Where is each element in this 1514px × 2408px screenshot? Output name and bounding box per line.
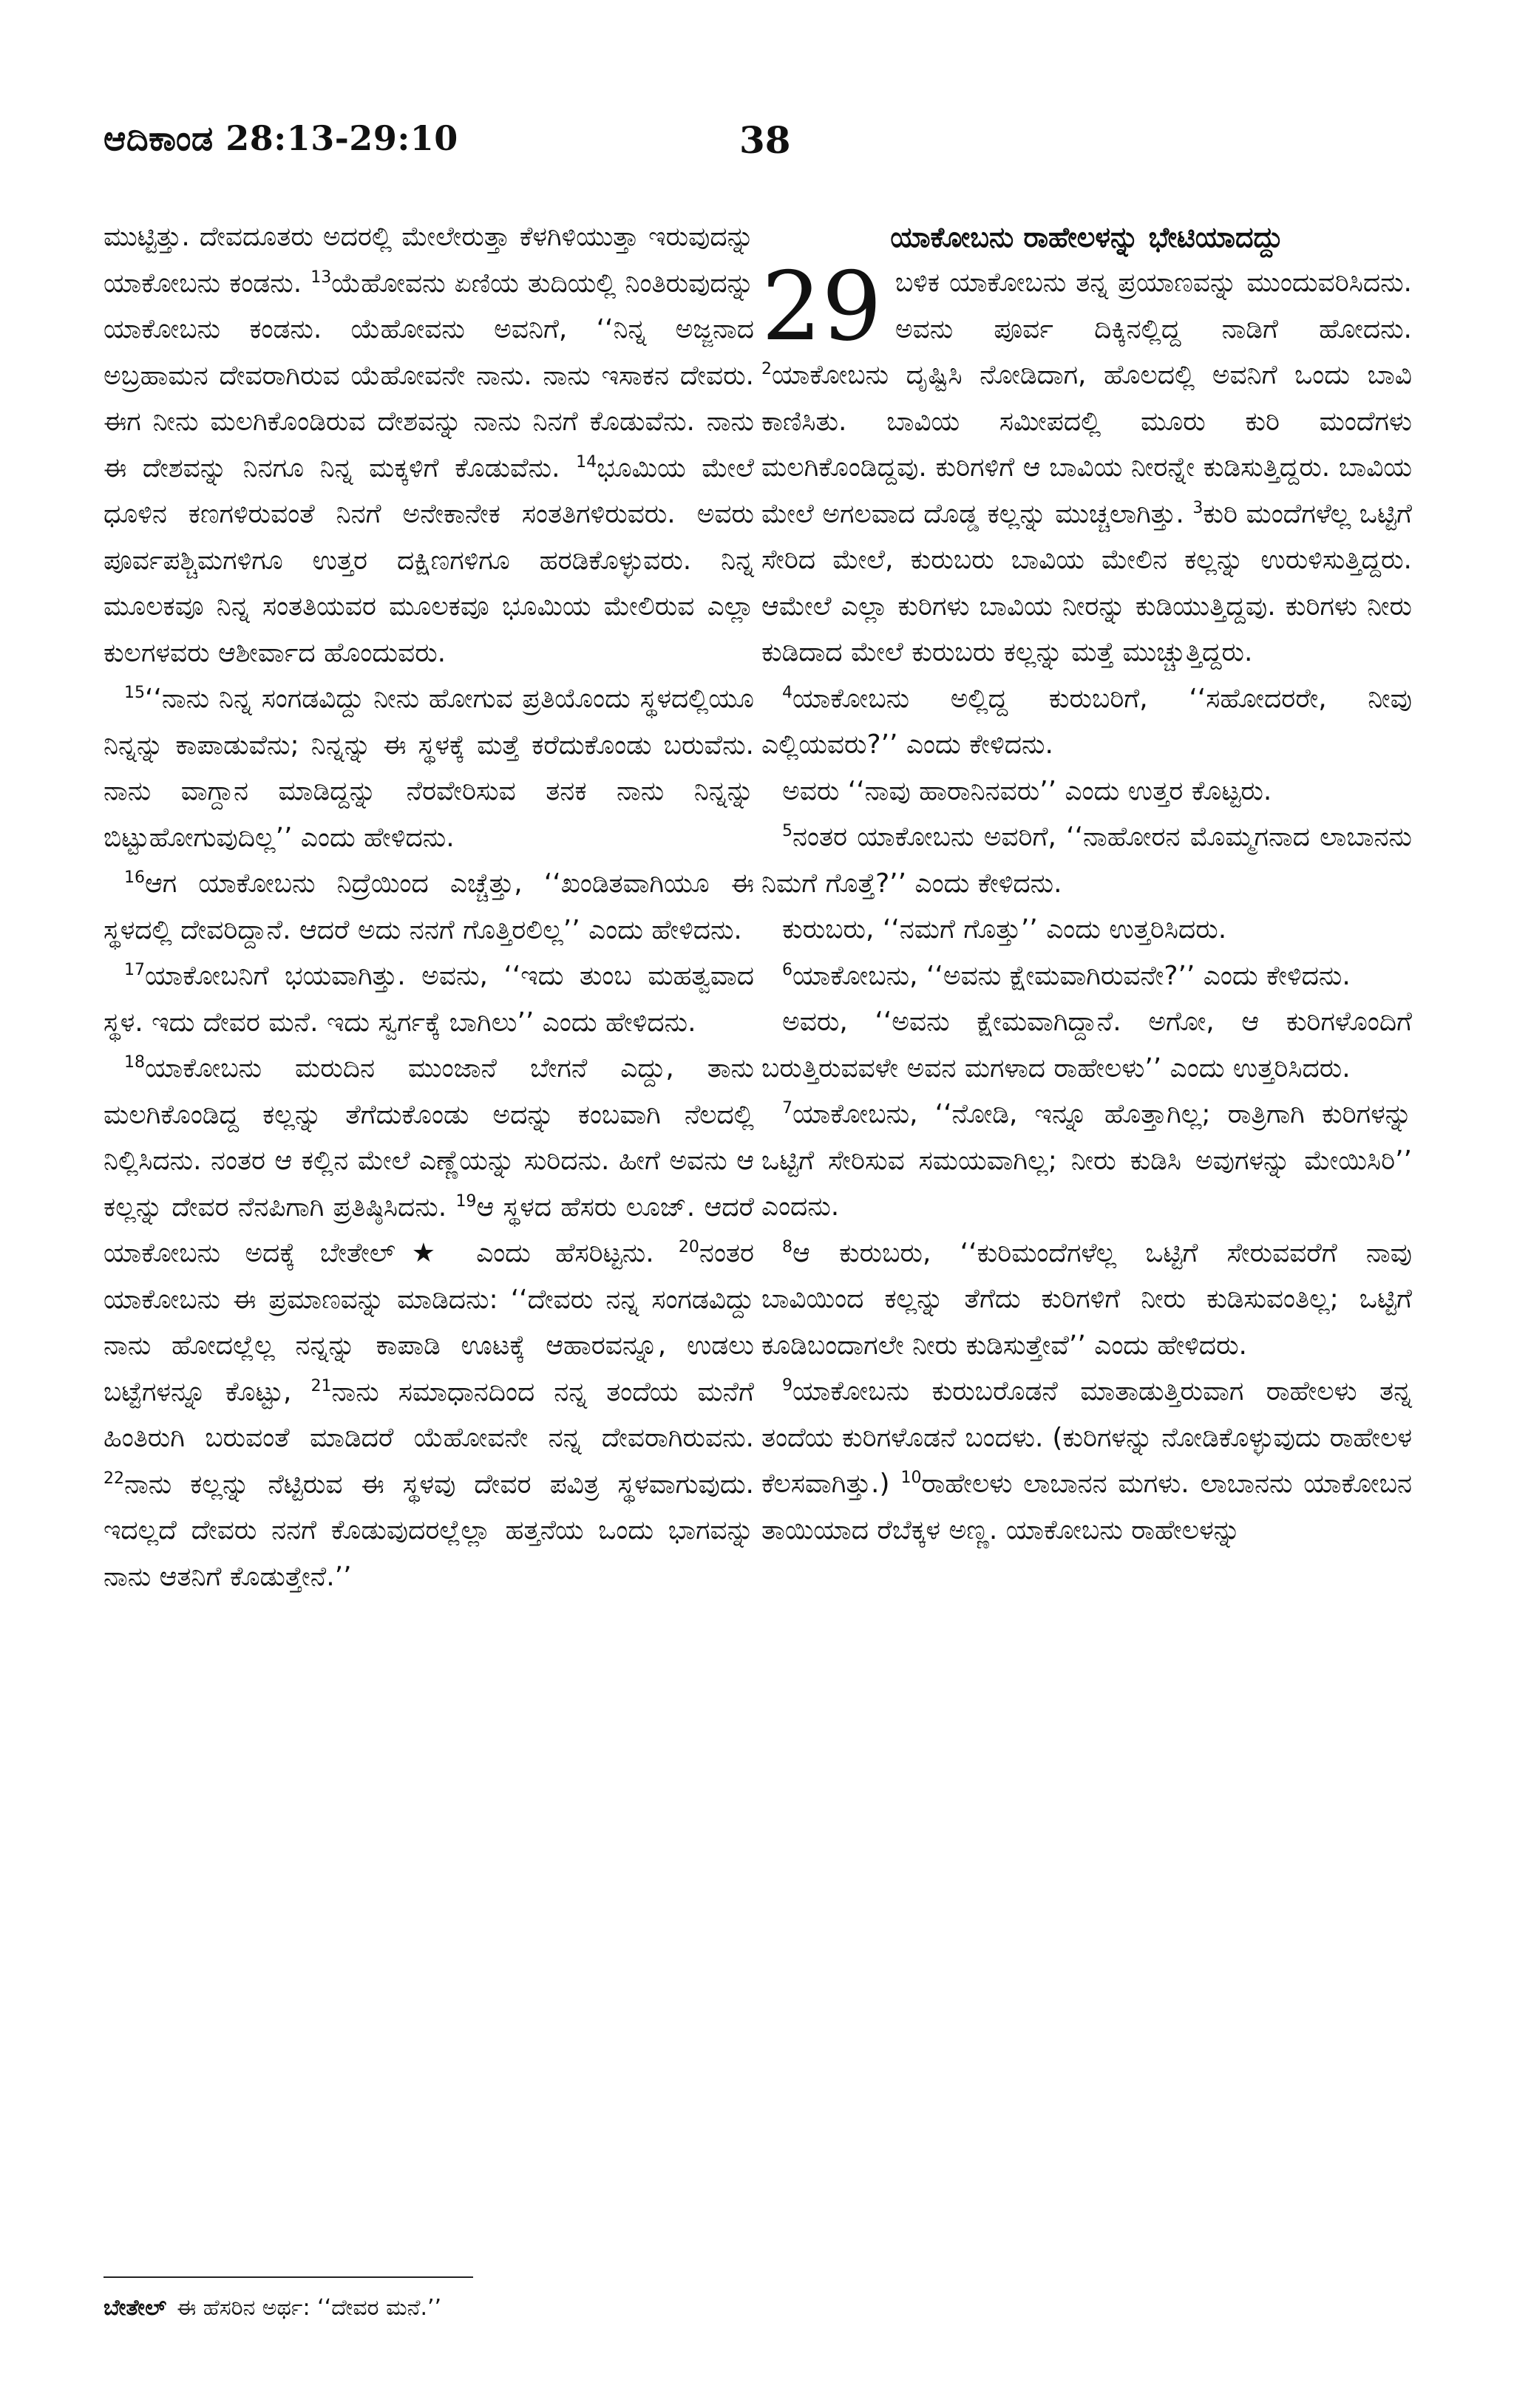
- running-head: ಆದಿಕಾಂಡ 28:13-29:10: [103, 118, 458, 158]
- verse-text: ‘‘ನಾನು ನಿನ್ನ ಸಂಗಡವಿದ್ದು ನೀನು ಹೋಗುವ ಪ್ರತಿಯೊಂದು ಸ್ಥಳದಲ್ಲಿಯೂ ನಿನ್ನನ್ನು ಕಾಪಾಡುವೆನು; ನಿನ್ನನ್ನು ಈ ಸ್ಥಳಕ್ಕೆ ಮತ್ತೆ ಕರೆದುಕೊಂಡು ಬರುವೆನು. ನಾನು ವಾಗ್ದಾನ ಮಾಡಿದ್ದನ್ನು ನೆರವೇರಿಸುವ ತನಕ ನಾನು ನಿನ್ನನ್ನು ಬಿಟ್ಟುಹೋಗುವುದಿಲ್ಲ’’ ಎಂದು ಹೇಳಿದನು.: [103, 684, 754, 853]
- verse-number: 13: [310, 268, 332, 287]
- verse-text: ಯಾಕೋಬನು, ‘‘ಅವನು ಕ್ಷೇಮವಾಗಿರುವನೇ?’’ ಎಂದು ಕೇಳಿದನು.: [792, 960, 1351, 991]
- paragraph: [761, 1092, 1412, 1231]
- verse-number: 21: [310, 1376, 332, 1395]
- verse-number: 10: [900, 1469, 922, 1487]
- verse-text: ನಂತರ ಯಾಕೋಬನು ಈ ಪ್ರಮಾಣವನ್ನು ಮಾಡಿದನು: ‘‘ದೇವರು ನನ್ನ ಸಂಗಡವಿದ್ದು ನಾನು ಹೋದಲ್ಲೆಲ್ಲ ನನ್ನನ್ನು ಕಾಪಾಡಿ ಊಟಕ್ಕೆ ಆಹಾರವನ್ನೂ, ಉಡಲು ಬಟ್ಟೆಗಳನ್ನೂ ಕೊಟ್ಟು,: [103, 1238, 755, 1407]
- paragraph: [761, 1231, 1412, 1370]
- verse-number: 18: [124, 1053, 145, 1072]
- verse-text: ಕುರುಬರು, ‘‘ನಮಗೆ ಗೊತ್ತು’’ ಎಂದು ಉತ್ತರಿಸಿದರು.: [782, 914, 1227, 945]
- footnote-marker: ★: [395, 1238, 452, 1268]
- verse-text: ನಾನು ಸಮಾಧಾನದಿಂದ ನನ್ನ ತಂದೆಯ ಮನೆಗೆ ಹಿಂತಿರುಗಿ ಬರುವಂತೆ ಮಾಡಿದರೆ ಯೆಹೋವನೇ ನನ್ನ ದೇವರಾಗಿರುವನು.: [103, 1376, 754, 1453]
- verse-text: ಯಾಕೋಬನಿಗೆ ಭಯವಾಗಿತ್ತು. ಅವನು, ‘‘ಇದು ತುಂಬ ಮಹತ್ವವಾದ ಸ್ಥಳ. ಇದು ದೇವರ ಮನೆ. ಇದು ಸ್ವರ್ಗಕ್ಕೆ ಬಾಗಿಲು’’ ಎಂದು ಹೇಳಿದನು.: [103, 961, 754, 1038]
- verse-number: 16: [124, 868, 145, 887]
- paragraph: [103, 953, 754, 1046]
- verse-text: ಎಂದು ಹೆಸರಿಟ್ಟನು.: [451, 1238, 679, 1268]
- footnote: [103, 2291, 991, 2325]
- verse-text: ಯಾಕೋಬನು ಮರುದಿನ ಮುಂಜಾನೆ ಬೇಗನೆ ಎದ್ದು, ತಾನು ಮಲಗಿಕೊಂಡಿದ್ದ ಕಲ್ಲನ್ನು ತೆಗೆದುಕೊಂಡು ಅದನ್ನು ಕಂಬವಾಗಿ ನೆಲದಲ್ಲಿ ನಿಲ್ಲಿಸಿದನು. ನಂತರ ಆ ಕಲ್ಲಿನ ಮೇಲೆ ಎಣ್ಣೆಯನ್ನು ಸುರಿದನು. ಹೀಗೆ ಅವನು ಆ ಕಲ್ಲನ್ನು ದೇವರ ನೆನಪಿಗಾಗಿ ಪ್ರತಿಷ್ಠಿಸಿದನು.: [103, 1053, 754, 1222]
- verse-text: ಯಾಕೋಬನು ಕುರುಬರೊಡನೆ ಮಾತಾಡುತ್ತಿರುವಾಗ ರಾಹೇಲಳು ತನ್ನ ತಂದೆಯ ಕುರಿಗಳೊಡನೆ ಬಂದಳು. (ಕುರಿಗಳನ್ನು ನೋಡಿಕೊಳ್ಳುವುದು ರಾಹೇಲಳ ಕೆಲಸವಾಗಿತ್ತು.): [761, 1376, 1412, 1499]
- chapter-number: 29: [761, 252, 882, 362]
- paragraph: [761, 769, 1412, 815]
- chapter-opening-paragraph: [761, 252, 1412, 676]
- verse-text: ಆ ಸ್ಥಳದ ಹೆಸರು ಲೂಜ್. ಆದರೆ ಯಾಕೋಬನು ಅದಕ್ಕೆ ಬೇತೇಲ್: [103, 1191, 754, 1268]
- footnote-text: ಈ ಹೆಸರಿನ ಅರ್ಥ: ‘‘ದೇವರ ಮನೆ.’’: [177, 2295, 442, 2321]
- paragraph: [103, 861, 754, 953]
- footnote-divider: [103, 2276, 473, 2278]
- verse-text: ಯಾಕೋಬನು, ‘‘ನೋಡಿ, ಇನ್ನೂ ಹೊತ್ತಾಗಿಲ್ಲ; ರಾತ್ರಿಗಾಗಿ ಕುರಿಗಳನ್ನು ಒಟ್ಟಿಗೆ ಸೇರಿಸುವ ಸಮಯವಾಗಿಲ್ಲ; ನೀರು ಕುಡಿಸಿ ಅವುಗಳನ್ನು ಮೇಯಿಸಿರಿ’’ ಎಂದನು.: [761, 1099, 1412, 1222]
- verse-number: 4: [782, 683, 792, 702]
- page-number: 38: [739, 118, 791, 162]
- verse-number: 2: [761, 360, 772, 378]
- footnote-term: ಬೇತೇಲ್: [103, 2295, 167, 2321]
- left-column: [103, 214, 754, 1600]
- paragraph: [761, 907, 1412, 953]
- verse-number: 8: [782, 1237, 792, 1256]
- verse-number: 14: [576, 452, 597, 472]
- verse-number: 3: [1192, 498, 1204, 517]
- paragraph: [761, 814, 1412, 907]
- verse-text: ಆಗ ಯಾಕೋಬನು ನಿದ್ರೆಯಿಂದ ಎಚ್ಚೆತ್ತು, ‘‘ಖಂಡಿತವಾಗಿಯೂ ಈ ಸ್ಥಳದಲ್ಲಿ ದೇವರಿದ್ದಾನೆ. ಆದರೆ ಅದು ನನಗೆ ಗೊತ್ತಿರಲಿಲ್ಲ’’ ಎಂದು ಹೇಳಿದನು.: [103, 868, 754, 945]
- verse-text: ನಾನು ಕಲ್ಲನ್ನು ನೆಟ್ಟಿರುವ ಈ ಸ್ಥಳವು ದೇವರ ಪವಿತ್ರ ಸ್ಥಳವಾಗುವುದು. ಇದಲ್ಲದೆ ದೇವರು ನನಗೆ ಕೊಡುವುದರಲ್ಲೆಲ್ಲಾ ಹತ್ತನೆಯ ಒಂದು ಭಾಗವನ್ನು ನಾನು ಆತನಿಗೆ ಕೊಡುತ್ತೇನೆ.’’: [103, 1469, 754, 1592]
- verse-text: ಕುರಿ ಮಂದೆಗಳೆಲ್ಲ ಒಟ್ಟಿಗೆ ಸೇರಿದ ಮೇಲೆ, ಕುರುಬರು ಬಾವಿಯ ಮೇಲಿನ ಕಲ್ಲನ್ನು ಉರುಳಿಸುತ್ತಿದ್ದರು. ಆಮೇಲೆ ಎಲ್ಲಾ ಕುರಿಗಳು ಬಾವಿಯ ನೀರನ್ನು ಕುಡಿಯುತ್ತಿದ್ದವು. ಕುರಿಗಳು ನೀರು ಕುಡಿದಾದ ಮೇಲೆ ಕುರುಬರು ಕಲ್ಲನ್ನು ಮತ್ತೆ ಮುಚ್ಚುತ್ತಿದ್ದರು.: [761, 498, 1412, 667]
- page-header: [103, 118, 1419, 177]
- verse-text: ಅವರು ‘‘ನಾವು ಹಾರಾನಿನವರು’’ ಎಂದು ಉತ್ತರ ಕೊಟ್ಟರು.: [782, 775, 1272, 806]
- verse-text: ನಂತರ ಯಾಕೋಬನು ಅವರಿಗೆ, ‘‘ನಾಹೋರನ ಮೊಮ್ಮಗನಾದ ಲಾಬಾನನು ನಿಮಗೆ ಗೊತ್ತೆ?’’ ಎಂದು ಕೇಳಿದನು.: [761, 822, 1412, 899]
- verse-text: ಯೆಹೋವನು ಏಣಿಯ ತುದಿಯಲ್ಲಿ ನಿಂತಿರುವುದನ್ನು ಯಾಕೋಬನು ಕಂಡನು. ಯೆಹೋವನು ಅವನಿಗೆ, ‘‘ನಿನ್ನ ಅಜ್ಜನಾದ ಅಬ್ರಹಾಮನ ದೇವರಾಗಿರುವ ಯೆಹೋವನೇ ನಾನು. ನಾನು ಇಸಾಕನ ದೇವರು. ಈಗ ನೀನು ಮಲಗಿಕೊಂಡಿರುವ ದೇಶವನ್ನು ನಾನು ನಿನಗೆ ಕೊಡುವೆನು. ನಾನು ಈ ದೇಶವನ್ನು ನಿನಗೂ ನಿನ್ನ ಮಕ್ಕಳಿಗೆ ಕೊಡುವೆನು.: [103, 268, 755, 483]
- verse-number: 15: [124, 684, 145, 702]
- verse-text: ರಾಹೇಲಳು ಲಾಬಾನನ ಮಗಳು. ಲಾಬಾನನು ಯಾಕೋಬನ ತಾಯಿಯಾದ ರೆಬೆಕ್ಕಳ ಅಣ್ಣ. ಯಾಕೋಬನು ರಾಹೇಲಳನ್ನು: [761, 1469, 1413, 1545]
- verse-number: 7: [782, 1099, 792, 1118]
- verse-text: ಮುಟ್ಟಿತ್ತು. ದೇವದೂತರು ಅದರಲ್ಲಿ ಮೇಲೇರುತ್ತಾ ಕೆಳಗಿಳಿಯುತ್ತಾ ಇರುವುದನ್ನು ಯಾಕೋಬನು ಕಂಡನು.: [103, 222, 754, 299]
- paragraph: [761, 953, 1412, 1000]
- verse-number: 17: [124, 961, 145, 979]
- paragraph: [103, 214, 754, 676]
- verse-text: ಭೂಮಿಯ ಮೇಲೆ ಧೂಳಿನ ಕಣಗಳಿರುವಂತೆ ನಿನಗೆ ಅನೇಕಾನೇಕ ಸಂತತಿಗಳಿರುವರು. ಅವರು ಪೂರ್ವಪಶ್ಚಿಮಗಳಿಗೂ ಉತ್ತರ ದಕ್ಷಿಣಗಳಿಗೂ ಹರಡಿಕೊಳ್ಳುವರು. ನಿನ್ನ ಮೂಲಕವೂ ನಿನ್ನ ಸಂತತಿಯವರ ಮೂಲಕವೂ ಭೂಮಿಯ ಮೇಲಿರುವ ಎಲ್ಲಾ ಕುಲಗಳವರು ಆಶೀರ್ವಾದ ಹೊಂದುವರು.: [103, 452, 755, 668]
- verse-text: ಬಳಿಕ ಯಾಕೋಬನು ತನ್ನ ಪ್ರಯಾಣವನ್ನು ಮುಂದುವರಿಸಿದನು. ಅವನು ಪೂರ್ವ ದಿಕ್ಕಿನಲ್ಲಿದ್ದ ನಾಡಿಗೆ ಹೋದನು.: [895, 268, 1412, 344]
- right-column: [761, 214, 1412, 1554]
- verse-text: ಅವರು, ‘‘ಅವನು ಕ್ಷೇಮವಾಗಿದ್ದಾನೆ. ಅಗೋ, ಆ ಕುರಿಗಳೊಂದಿಗೆ ಬರುತ್ತಿರುವವಳೇ ಅವನ ಮಗಳಾದ ರಾಹೇಲಳು’’ ಎಂದು ಉತ್ತರಿಸಿದರು.: [761, 1007, 1412, 1084]
- paragraph: [761, 676, 1412, 769]
- verse-text: ಯಾಕೋಬನು ದೃಷ್ಟಿಸಿ ನೋಡಿದಾಗ, ಹೊಲದಲ್ಲಿ ಅವನಿಗೆ ಒಂದು ಬಾವಿ ಕಾಣಿಸಿತು. ಬಾವಿಯ ಸಮೀಪದಲ್ಲಿ ಮೂರು ಕುರಿ ಮಂದೆಗಳು ಮಲಗಿಕೊಂಡಿದ್ದವು. ಕುರಿಗಳಿಗೆ ಆ ಬಾವಿಯ ನೀರನ್ನೇ ಕುಡಿಸುತ್ತಿದ್ದರು. ಬಾವಿಯ ಮೇಲೆ ಅಗಲವಾದ ದೊಡ್ಡ ಕಲ್ಲನ್ನು ಮುಚ್ಚಲಾಗಿತ್ತು.: [761, 360, 1412, 529]
- verse-number: 9: [782, 1376, 792, 1395]
- verse-number: 20: [678, 1238, 699, 1256]
- paragraph: [761, 999, 1412, 1092]
- paragraph: [103, 1046, 754, 1600]
- verse-number: 5: [782, 822, 792, 840]
- verse-number: 6: [782, 960, 792, 979]
- paragraph: [761, 1369, 1412, 1554]
- section-heading: ಯಾಕೋಬನು ರಾಹೇಲಳನ್ನು ಭೇಟಿಯಾದದ್ದು: [890, 221, 1283, 254]
- verse-text: ಯಾಕೋಬನು ಅಲ್ಲಿದ್ದ ಕುರುಬರಿಗೆ, ‘‘ಸಹೋದರರೇ, ನೀವು ಎಲ್ಲಿಯವರು?’’ ಎಂದು ಕೇಳಿದನು.: [761, 683, 1412, 760]
- paragraph: [103, 676, 754, 861]
- verse-text: ಆ ಕುರುಬರು, ‘‘ಕುರಿಮಂದೆಗಳೆಲ್ಲ ಒಟ್ಟಿಗೆ ಸೇರುವವರೆಗೆ ನಾವು ಬಾವಿಯಿಂದ ಕಲ್ಲನ್ನು ತೆಗೆದು ಕುರಿಗಳಿಗೆ ನೀರು ಕುಡಿಸುವಂತಿಲ್ಲ; ಒಟ್ಟಿಗೆ ಕೂಡಿಬಂದಾಗಲೇ ನೀರು ಕುಡಿಸುತ್ತೇವೆ’’ ಎಂದು ಹೇಳಿದರು.: [761, 1237, 1412, 1361]
- verse-number: 19: [455, 1191, 477, 1211]
- verse-number: 22: [103, 1469, 124, 1488]
